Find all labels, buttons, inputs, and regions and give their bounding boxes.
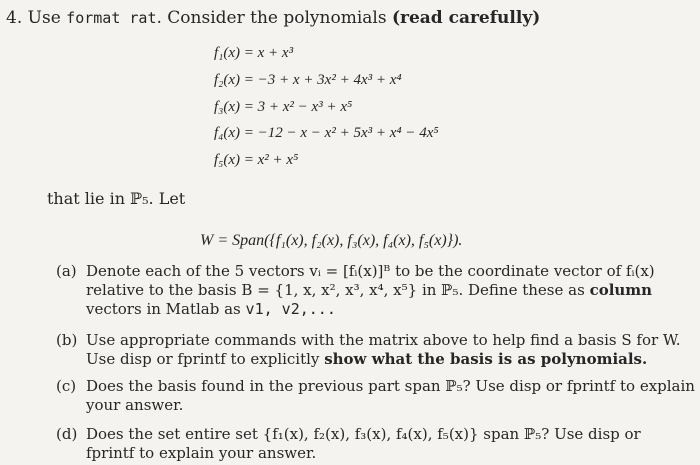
part-b-line2: Use disp or fprintf to explicitly [86,350,320,368]
lie-in-text: that lie in ℙ₅. Let [47,189,186,208]
format-rat-command: format rat [66,9,157,27]
part-d [56,425,641,463]
equation-f1: f₁(x) = x + x³ [214,45,294,61]
header-rest: . Consider the polynomials [156,8,387,28]
part-d-label: (d) [56,425,78,443]
question-header [6,8,540,28]
equation-f2: f₂(x) = −3 + x + 3x² + 4x³ + x⁴ [214,72,402,88]
equation-f4: f₄(x) = −12 − x − x² + 5x³ + x⁴ − 4x⁵ [214,125,439,141]
part-a-column-emph: column [589,281,653,299]
part-b-line1: Use appropriate commands with the matrix above to help find a basis S for W. [86,331,681,349]
part-c [56,377,695,415]
part-a-line2: relative to the basis B = {1, x, x², x³, x⁴, x⁵} in ℙ₅. Define these as [86,281,585,299]
part-b-emph: show what the basis is as polynomials. [324,350,648,368]
equation-f5: f₅(x) = x² + x⁵ [214,152,299,168]
part-a-line1: Denote each of the 5 vectors vᵢ = [fᵢ(x)]ᴮ to be the coordinate vector of fᵢ(x) [86,262,655,280]
part-a-line3: vectors in Matlab as [86,300,241,318]
read-carefully-note: (read carefully) [391,8,541,28]
equation-f3: f₃(x) = 3 + x² − x³ + x⁵ [214,99,353,115]
header-use: Use [27,8,61,28]
part-c-label: (c) [56,377,77,395]
part-c-line1: Does the basis found in the previous part span ℙ₅? Use disp or fprintf to explain [86,377,695,395]
part-d-line1: Does the set entire set {f₁(x), f₂(x), f₃(x), f₄(x), f₅(x)} span ℙ₅? Use disp or [86,425,641,443]
part-a-label: (a) [56,262,77,280]
part-a [56,262,655,319]
part-d-line2: fprintf to explain your answer. [86,444,317,462]
question-number: 4. [6,8,23,28]
part-b-label: (b) [56,331,78,349]
part-a-vector-names: v1, v2,... [245,300,336,318]
part-b [56,331,681,369]
span-definition: W = Span({f₁(x), f₂(x), f₃(x), f₄(x), f₅(x)}). [200,232,463,249]
part-c-line2: your answer. [86,396,184,414]
